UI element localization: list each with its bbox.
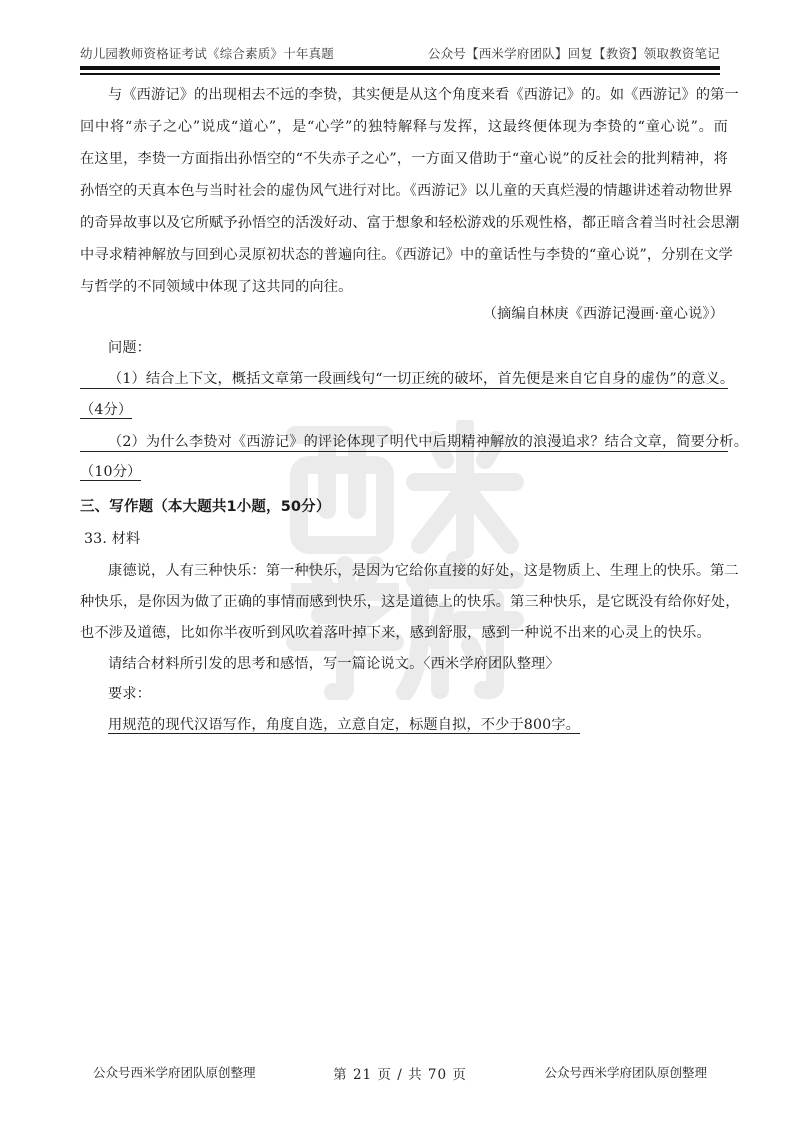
passage-source: （摘编自林庚《西游记漫画·童心说》） <box>482 306 724 322</box>
question-2-text: （2）为什么李贽对《西游记》的评论体现了明代中后期精神解放的浪漫追求？结合文章，简要分析。 <box>80 432 728 452</box>
passage-line: 的奇异故事以及它所赋予孙悟空的活泼好动、富于想象和轻松游戏的乐观性格，都正暗含着当时社会思潮 <box>80 215 740 231</box>
material-line: 也不涉及道德，比如你半夜听到风吹着落叶掉下来，感到舒服，感到一种说不出来的心灵上的快乐。 <box>80 625 711 641</box>
header-promo: 公众号【西米学府团队】回复【教资】领取教资笔记 <box>427 46 720 61</box>
writing-prompt: 请结合材料所引发的思考和感悟，写一篇论说文。〈西米学府团队整理〉 <box>108 656 560 672</box>
passage-line: 中寻求精神解放与回到心灵原初状态的普遍向往。《西游记》中的童话性与李贽的“童心说”，分别在文学 <box>80 247 733 263</box>
header-rule-thick <box>80 66 720 70</box>
question-33-title: 33. 材料 <box>84 531 141 547</box>
questions-label: 问题： <box>108 340 152 356</box>
page-footer <box>0 1063 800 1083</box>
requirements-text: 用规范的现代汉语写作，角度自选，立意自定，标题自拟，不少于800字。 <box>108 717 580 733</box>
material-line: 康德说，人有三种快乐：第一种快乐，是因为它给你直接的好处，这是物质上、生理上的快乐。第二 <box>108 563 739 579</box>
passage-line: 孙悟空的天真本色与当时社会的虚伪风气进行对比。《西游记》以儿童的天真烂漫的情趣讲述着动物世界 <box>80 183 733 199</box>
page-header <box>80 44 720 74</box>
requirements-label: 要求： <box>108 686 152 702</box>
header-rule-thin <box>80 73 720 75</box>
passage-line: 与哲学的不同领域中体现了这共同的向往。 <box>80 279 353 295</box>
header-title: 幼儿园教师资格证考试《综合素质》十年真题 <box>80 46 335 61</box>
passage-line: 回中将“赤子之心”说成“道心”，是“心学”的独特解释与发挥，这最终便体现为李贽的“童心说”。而 <box>80 119 728 135</box>
footer-credit-left: 公众号西米学府团队原创整理 <box>93 1065 256 1080</box>
question-1-score: （4分） <box>80 402 133 418</box>
material-line: 种快乐，是你因为做了正确的事情而感到快乐，这是道德上的快乐。第三种快乐，是它既没有给你好处， <box>80 594 740 610</box>
footer-credit-right: 公众号西米学府团队原创整理 <box>544 1065 707 1080</box>
question-2-score: （10分） <box>80 464 142 480</box>
question-1-text: （1）结合上下文，概括文章第一段画线句“一切正统的破坏，首先便是来自它自身的虚伪”的意义。 <box>80 369 728 389</box>
passage-line: 与《西游记》的出现相去不远的李贽，其实便是从这个角度来看《西游记》的。如《西游记》的第一 <box>108 87 739 103</box>
section-heading: 三、写作题（本大题共1小题，50分） <box>80 499 331 515</box>
passage-line: 在这里，李贽一方面指出孙悟空的“不失赤子之心”，一方面又借助于“童心说”的反社会的批判精神，将 <box>80 151 728 167</box>
page-number: 第 21 页 / 共 70 页 <box>333 1067 467 1083</box>
